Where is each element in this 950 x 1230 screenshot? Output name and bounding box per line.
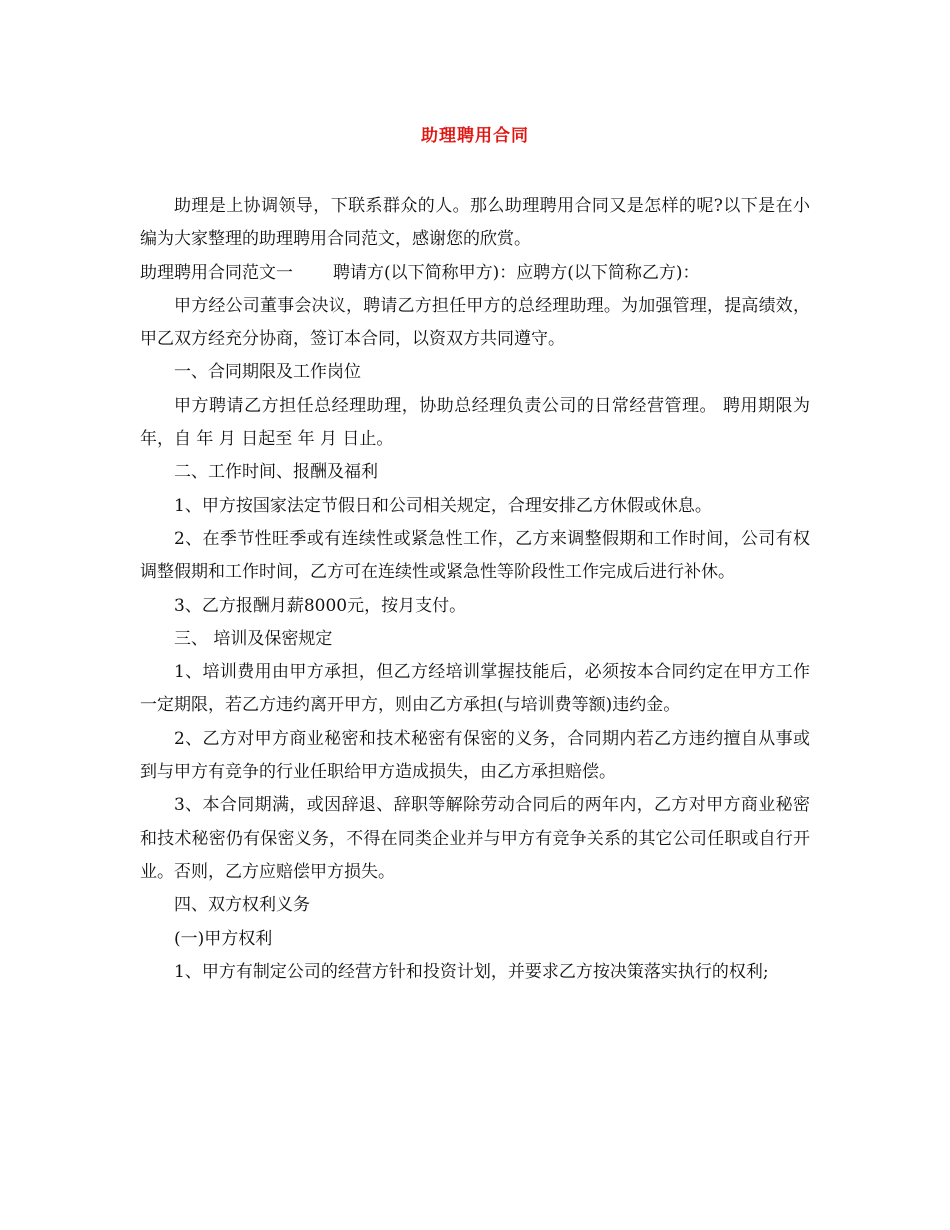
paragraph: 2、乙方对甲方商业秘密和技术秘密有保密的义务，合同期内若乙方违约擅自从事或到与甲方有竞争的行业任职给甲方造成损失，由乙方承担赔偿。 (140, 728, 810, 783)
paragraph: 1、甲方有制定公司的经营方针和投资计划，并要求乙方按决策落实执行的权利; (174, 961, 769, 982)
sample-line (140, 257, 810, 290)
paragraph: 3、本合同期满，或因辞退、辞职等解除劳动合同后的两年内，乙方对甲方商业秘密和技术秘密仍有保密义务，不得在同类企业并与甲方有竞争关系的其它公司任职或自行开业。否则，乙方应赔偿甲方损失。 (140, 795, 810, 882)
sample-label: 助理聘用合同范文一 (140, 262, 293, 283)
document-body (140, 190, 810, 989)
section-heading: 三、 培训及保密规定 (174, 628, 333, 649)
subsection-heading: (一)甲方权利 (174, 928, 273, 949)
paragraph: 2、在季节性旺季或有连续性或紧急性工作，乙方来调整假期和工作时间，公司有权调整假期和工作时间，乙方可在连续性或紧急性等阶段性工作完成后进行补休。 (140, 528, 810, 583)
section-heading: 四、双方权利义务 (174, 895, 310, 916)
intro-paragraph: 助理是上协调领导，下联系群众的人。那么助理聘用合同又是怎样的呢?以下是在小编为大家整理的助理聘用合同范文，感谢您的欣赏。 (140, 196, 810, 250)
paragraph: 3、乙方报酬月薪8000元，按月支付。 (174, 595, 467, 616)
parties-line: 聘请方(以下简称甲方)：应聘方(以下简称乙方)： (333, 262, 700, 283)
section-heading: 一、合同期限及工作岗位 (174, 362, 361, 383)
paragraph: 1、培训费用由甲方承担，但乙方经培训掌握技能后，必须按本合同约定在甲方工作一定期限，若乙方违约离开甲方，则由乙方承担(与培训费等额)违约金。 (140, 662, 810, 716)
document-title: 助理聘用合同 (421, 126, 529, 146)
paragraph: 甲方聘请乙方担任总经理助理，协助总经理负责公司的日常经营管理。 聘用期限为 年，自 年 月 日起至 年 月 日止。 (140, 395, 810, 450)
section-heading: 二、工作时间、报酬及福利 (174, 462, 378, 483)
paragraph: 甲方经公司董事会决议，聘请乙方担任甲方的总经理助理。为加强管理，提高绩效，甲乙双方经充分协商，签订本合同，以资双方共同遵守。 (140, 295, 810, 350)
paragraph: 1、甲方按国家法定节假日和公司相关规定，合理安排乙方休假或休息。 (174, 495, 712, 516)
